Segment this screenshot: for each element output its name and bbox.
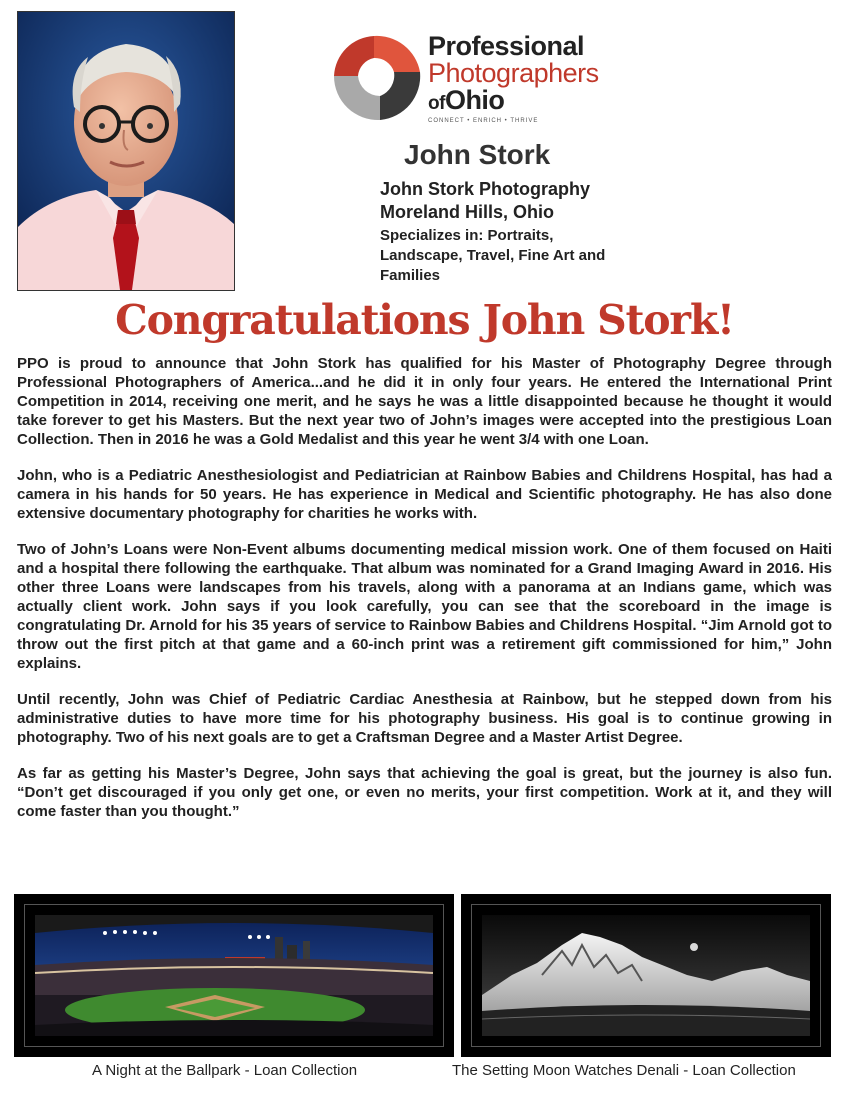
ballpark-caption: A Night at the Ballpark - Loan Collection (92, 1062, 358, 1079)
denali-caption: The Setting Moon Watches Denali - Loan Collection (452, 1062, 796, 1079)
profile-name: John Stork (404, 139, 551, 170)
portrait-illustration (18, 12, 234, 290)
ballpark-photo (35, 915, 433, 1036)
article-paragraph: As far as getting his Master’s Degree, John says that achieving the goal is great, but the journey is also fun. “Don’t get discouraged if you only get one, or even no merits, your first competition. Work at it, and they will come faster than you thought.” (17, 765, 832, 820)
profile-location: Moreland Hills, Ohio (380, 202, 555, 222)
headline: Congratulations John Stork! (115, 296, 734, 344)
profile-info (380, 178, 620, 286)
logo-line-of-ohio: ofOhio (428, 85, 505, 115)
ppo-logo-swirl-icon (328, 32, 424, 124)
article-paragraph: Until recently, John was Chief of Pediatric Cardiac Anesthesia at Rainbow, but he stepped down from his administrative duties to have more time for his photography business. His goal is to continue growing in photography. Two of his next goals are to get a Craftsman Degree and a Master Artist Degree. (17, 691, 832, 746)
ballpark-photo-frame (14, 894, 454, 1057)
article-paragraph: PPO is proud to announce that John Stork has qualified for his Master of Photography Degree through Professional Photographers of America...and he did it in only four years. He entered the International Print Competition in 2014, receiving one merit, and he says he was a little disappointed because he thought it would take forever to get his Masters. But the next year two of John’s images were accepted into the prestigious Loan Collection. Then in 2016 he was a Gold Medalist and this year he went 3/4 with one Loan. (17, 355, 832, 448)
profile-specialties: Specializes in: Portraits, Landscape, Travel, Fine Art and Families (380, 227, 606, 284)
denali-photo (482, 915, 810, 1036)
profile-studio: John Stork Photography (380, 179, 591, 199)
article-paragraph: John, who is a Pediatric Anesthesiologist and Pediatrician at Rainbow Babies and Childrens Hospital, has had a camera in his hands for 50 years. He has experience in Medical and Scientific photography. He has also done extensive documentary photography for charities he works with. (17, 467, 832, 522)
article-paragraph: Two of John’s Loans were Non-Event albums documenting medical mission work. One of them focused on Haiti and a hospital there following the earthquake. That album was nominated for a Grand Imaging Award in 2016. His other three Loans were landscapes from his travels, along with a panorama at an Indians game, which was actually client work. John says if you look carefully, you can see that the scoreboard in the image is congratulating Dr. Arnold for his 35 years of service to Rainbow Babies and Childrens Hospital. “Jim Arnold got to throw out the first pitch at that game and a 60-inch print was a retirement gift commissioned for him,” John explains. (17, 541, 832, 672)
logo-tagline: CONNECT • ENRICH • THRIVE (428, 118, 539, 124)
denali-photo-frame (461, 894, 831, 1057)
logo-line-photographers: Photographers (428, 58, 599, 88)
portrait-photo (17, 11, 235, 291)
logo-line-professional: Professional (428, 31, 585, 61)
ppo-logo (328, 30, 658, 125)
article-body (17, 354, 832, 838)
